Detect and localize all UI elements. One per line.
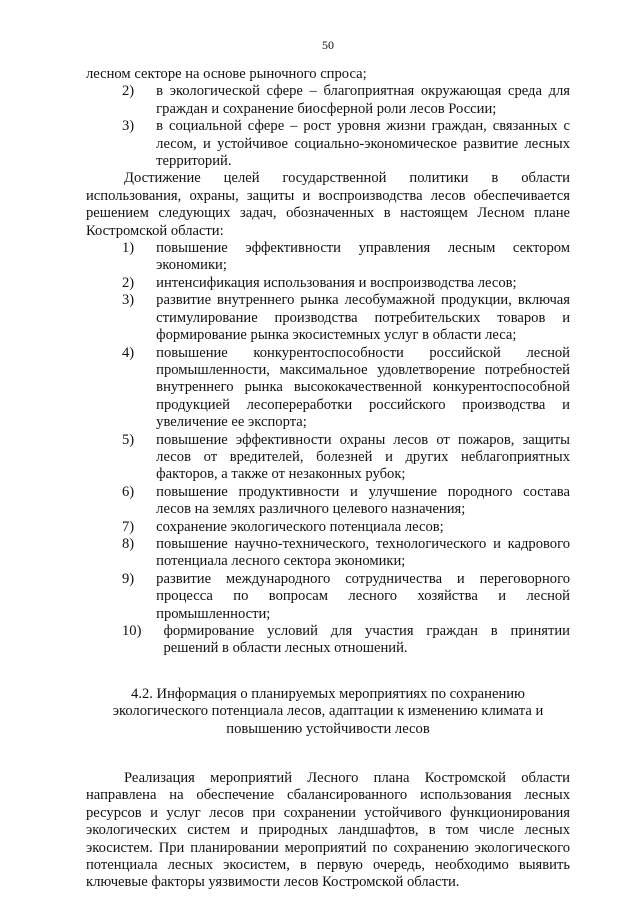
- list-item-number: 3): [122, 118, 135, 135]
- list-item-number: 10): [122, 623, 142, 639]
- list-item-text: сохранение экологического потенциала лесов;: [156, 518, 444, 535]
- list-item-text: повышение эффективности охраны лесов от пожаров, защиты лесов от вредителей, болезней и других неблагоприятных факторов, а также от незаконных рубок;: [156, 431, 570, 483]
- task-item: [122, 571, 570, 623]
- list-item-text: интенсификация использования и воспроизводства лесов;: [156, 274, 517, 291]
- list-item-text: в социальной сфере – рост уровня жизни граждан, связанных с лесом, и устойчивое социально-экономическое развитие лесных территорий.: [156, 118, 570, 170]
- goal-item: [122, 118, 570, 170]
- list-item-text: формирование условий для участия граждан в принятии решений в области лесных отношений.: [163, 623, 570, 657]
- list-item-number: 9): [122, 570, 135, 587]
- final-paragraph: Реализация мероприятий Лесного плана Костромской области направлена на обеспечение сбалансированного использования лесных ресурсов и услуг лесов при сохранении устойчивого функционирования экологических систем и природных ландшафтов, в том числе лесных экосистем. При планировании мероприятий по сохранению экологического потенциала лесных экосистем, в первую очередь, необходимо выявить ключевые факторы уязвимости лесов Костромской области.: [86, 770, 570, 891]
- task-item: [122, 345, 570, 432]
- task-item: [122, 240, 570, 275]
- list-item-number: 7): [122, 518, 135, 535]
- list-item-number: 8): [122, 535, 135, 552]
- task-item: [122, 484, 570, 519]
- page-number: 50: [322, 38, 334, 52]
- task-item: [122, 432, 570, 484]
- task-item: [122, 292, 570, 344]
- section-heading: 4.2. Информация о планируемых мероприятиях по сохранению экологического потенциала лесов, адаптации к изменению климата и повышению устойчивости лесов: [112, 685, 544, 737]
- task-item: [122, 623, 570, 658]
- list-item-number: 4): [122, 344, 135, 361]
- list-item-text: развитие международного сотрудничества и переговорного процесса по вопросам лесного хозяйства и лесной промышленности;: [156, 570, 570, 622]
- tasks-intro: Достижение целей государственной политики в области использования, охраны, защиты и воспроизводства лесов обеспечивается решением следующих задач, обозначенных в настоящем Лесном плане Костромской области:: [86, 170, 570, 239]
- list-item-text: в экологической сфере – благоприятная окружающая среда для граждан и сохранение биосферной роли лесов России;: [156, 83, 570, 117]
- intro-line: лесном секторе на основе рыночного спроса;: [86, 66, 367, 82]
- task-item: [122, 275, 570, 292]
- list-item-number: 5): [122, 431, 135, 448]
- list-item-number: 2): [122, 83, 135, 100]
- tasks-list: [86, 240, 570, 658]
- task-item: [122, 536, 570, 571]
- list-item-text: повышение научно-технического, технологического и кадрового потенциала лесного сектора экономики;: [156, 535, 570, 570]
- list-item-number: 3): [122, 292, 135, 309]
- list-item-text: развитие внутреннего рынка лесобумажной продукции, включая стимулирование производства потребительских товаров и формирование рынка экосистемных услуг в области леса;: [156, 292, 570, 344]
- list-item-text: повышение продуктивности и улучшение породного состава лесов на землях различного целевого назначения;: [156, 483, 570, 518]
- list-item-number: 6): [122, 483, 135, 500]
- list-item-number: 1): [122, 240, 135, 257]
- list-item-text: повышение эффективности управления лесным сектором экономики;: [156, 240, 570, 274]
- goals-list: [86, 83, 570, 170]
- list-item-text: повышение конкурентоспособности российской лесной промышленности, максимальное удовлетворение потребностей внутреннего рынка высококачественной конкурентоспособной продукцией лесопереработки российского производства и увеличение ее экспорта;: [156, 344, 570, 431]
- goal-item: [122, 83, 570, 118]
- task-item: [122, 519, 570, 536]
- list-item-number: 2): [122, 274, 135, 291]
